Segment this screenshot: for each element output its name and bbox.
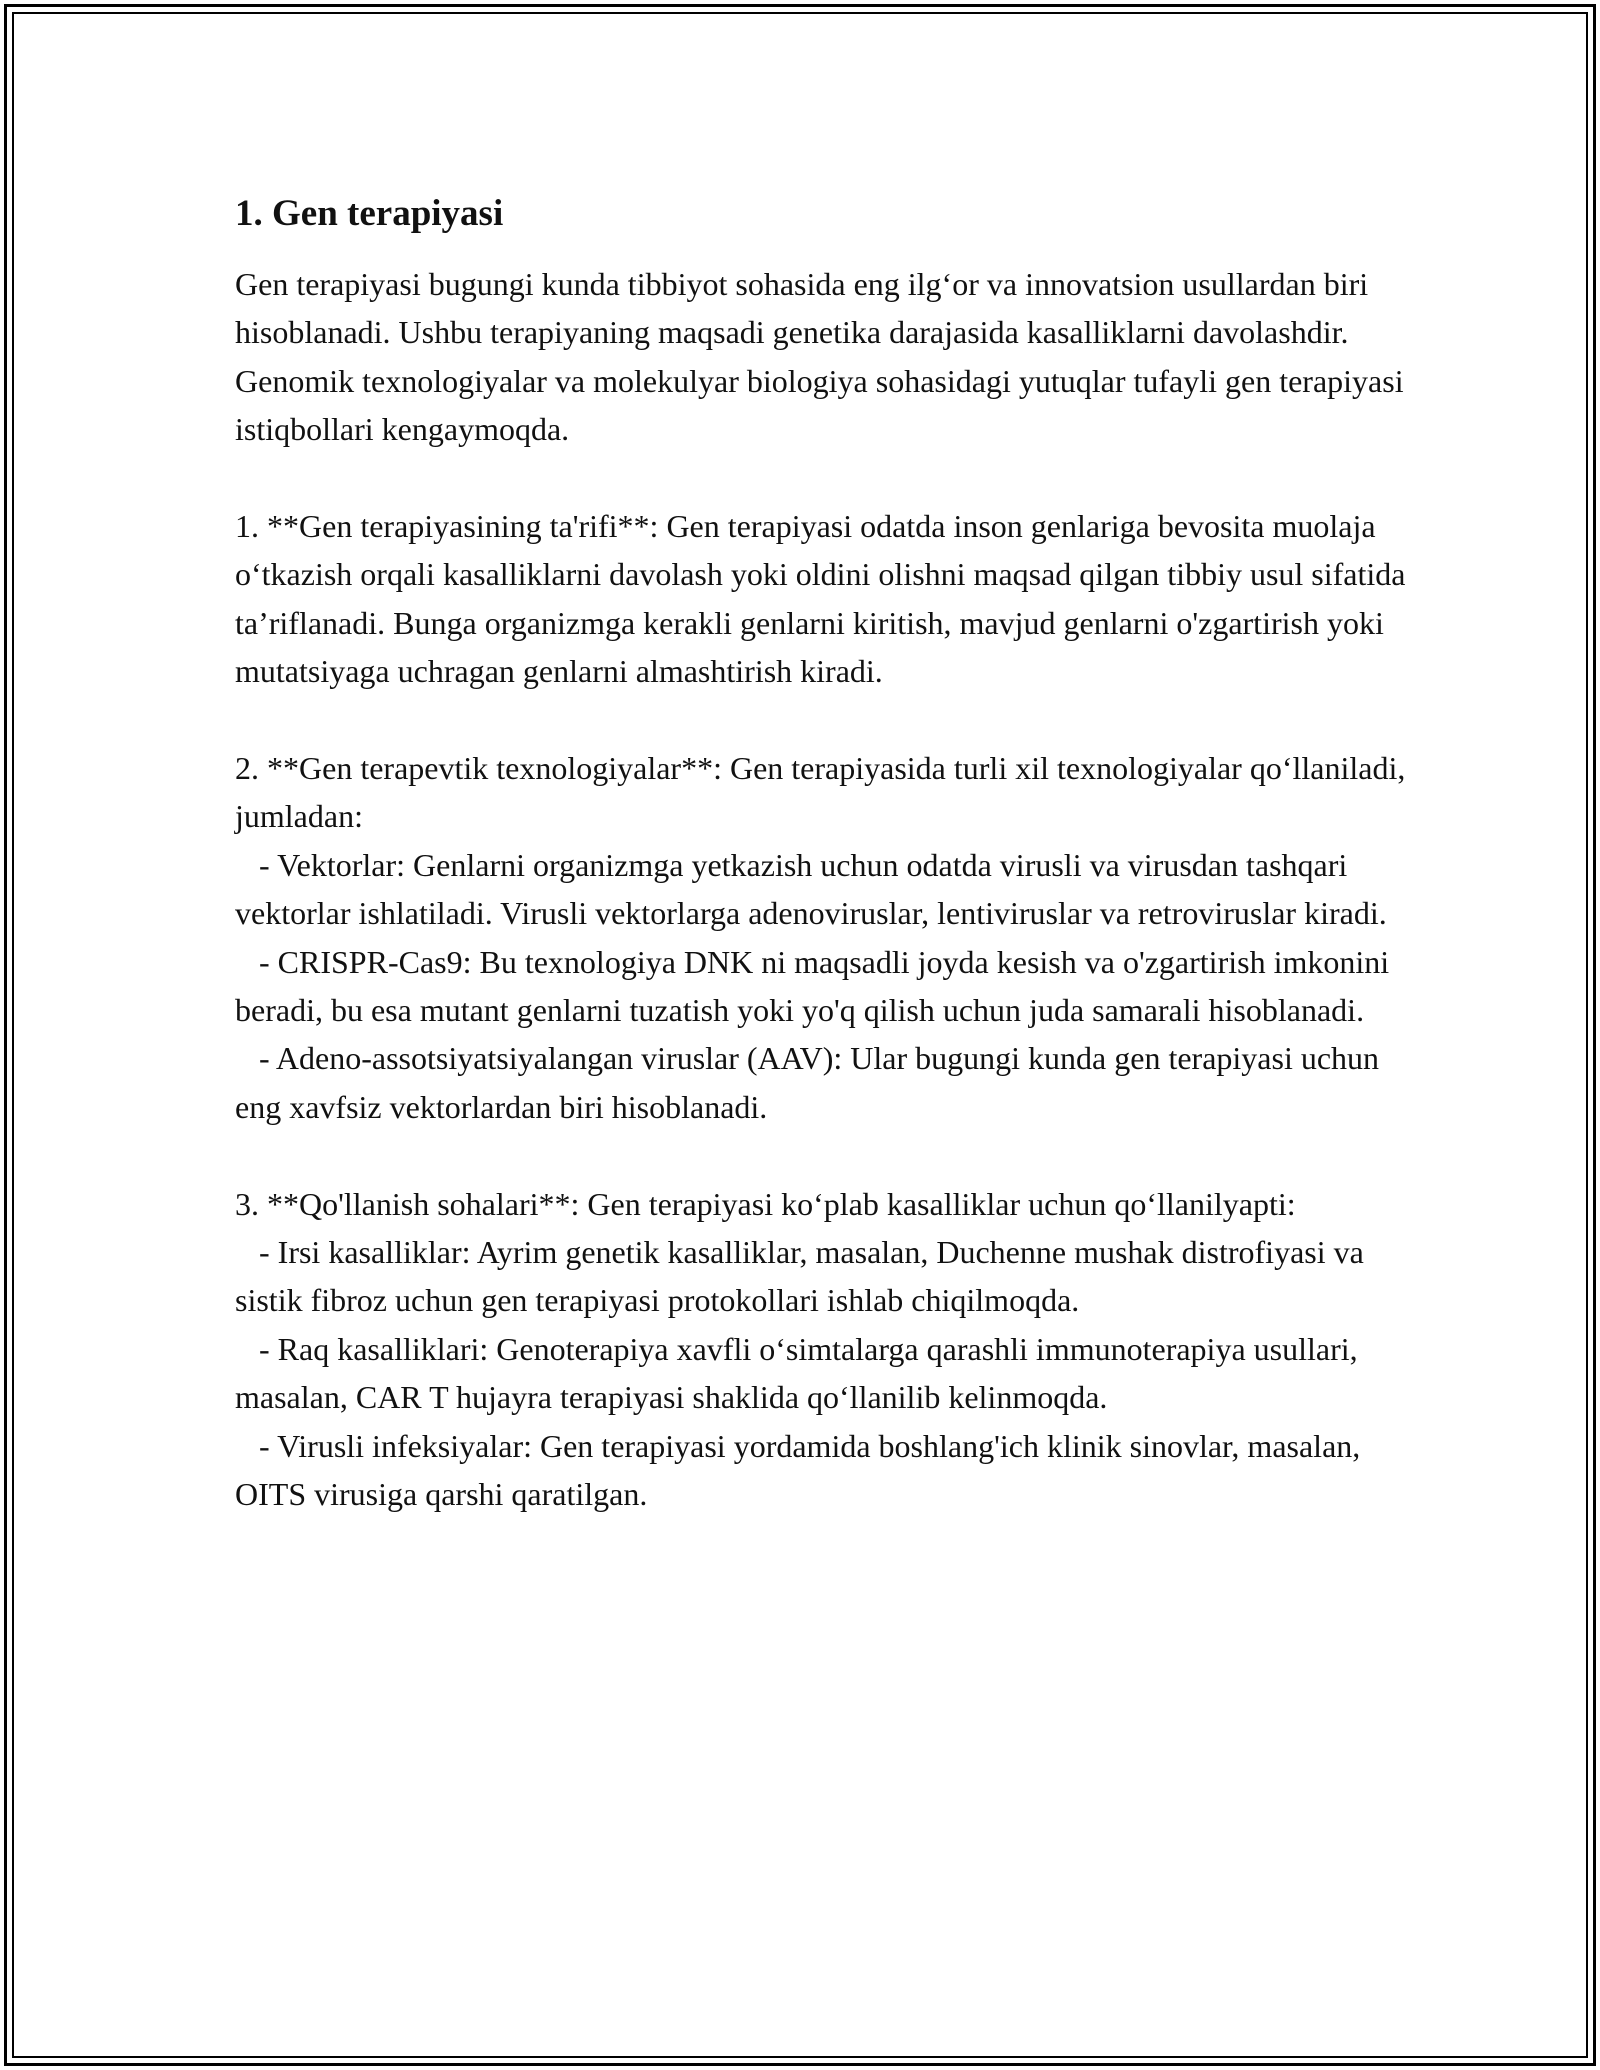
list-item-viral: - Virusli infeksiyalar: Gen terapiyasi yordamida boshlang'ich klinik sinovlar, masalan, OITS virusiga qarshi qaratilgan. xyxy=(235,1427,1369,1513)
paragraph-spacer xyxy=(235,454,1415,502)
applications-intro: 3. **Qo'llanish sohalari**: Gen terapiyasi ko‘plab kasalliklar uchun qo‘llanilyapti: xyxy=(235,1185,1296,1222)
list-item-vectors: - Vektorlar: Genlarni organizmga yetkazish uchun odatda virusli va virusdan tashqari vektorlar ishlatiladi. Virusli vektorlarga adenoviruslar, lentiviruslar va retroviruslar kiradi. xyxy=(235,846,1387,932)
technologies-intro: 2. **Gen terapevtik texnologiyalar**: Gen terapiyasida turli xil texnologiyalar qo‘llaniladi, jumladan: xyxy=(235,750,1414,835)
list-item-cancer: - Raq kasalliklari: Genoterapiya xavfli o‘simtalarga qarashli immunoterapiya usullari, masalan, CAR T hujayra terapiyasi shaklida qo‘llanilib kelinmoqda. xyxy=(235,1330,1366,1416)
list-item-crispr: - CRISPR-Cas9: Bu texnologiya DNK ni maqsadli joyda kesish va o'zgartirish imkonini beradi, bu esa mutant genlarni tuzatish yoki yo'q qilish uchun juda samarali hisoblanadi. xyxy=(235,943,1398,1029)
intro-paragraph: Gen terapiyasi bugungi kunda tibbiyot sohasida eng ilg‘or va innovatsion usullardan biri hisoblanadi. Ushbu terapiyaning maqsadi genetika darajasida kasalliklarni davolashdir. Genomik texnologiyalar va molekulyar biologiya sohasidagi yutuqlar tufayli gen terapiyasi istiqbollari kengaymoqda. xyxy=(235,266,1412,448)
document-body xyxy=(235,188,1415,1519)
section-heading: 1. Gen terapiyasi xyxy=(235,193,504,234)
list-item-aav: - Adeno-assotsiyatsiyalangan viruslar (AAV): Ular bugungi kunda gen terapiyasi uchun eng xavfsiz vektorlardan biri hisoblanadi. xyxy=(235,1040,1388,1125)
paragraph-spacer xyxy=(235,1131,1415,1179)
paragraph-spacer xyxy=(235,696,1415,744)
list-item-hereditary: - Irsi kasalliklar: Ayrim genetik kasalliklar, masalan, Duchenne mushak distrofiyasi va sistik fibroz uchun gen terapiyasi protokollari ishlab chiqilmoqda. xyxy=(235,1234,1372,1319)
definition-paragraph: 1. **Gen terapiyasining ta'rifi**: Gen terapiyasi odatda inson genlariga bevosita muolaja o‘tkazish orqali kasalliklarni davolash yoki oldini olishni maqsad qilgan tibbiy usul sifatida ta’riflanadi. Bunga organizmga kerakli genlarni kiritish, mavjud genlarni o'zgartirish yoki mutatsiyaga uchragan genlarni almashtirish kiradi. xyxy=(235,508,1414,690)
